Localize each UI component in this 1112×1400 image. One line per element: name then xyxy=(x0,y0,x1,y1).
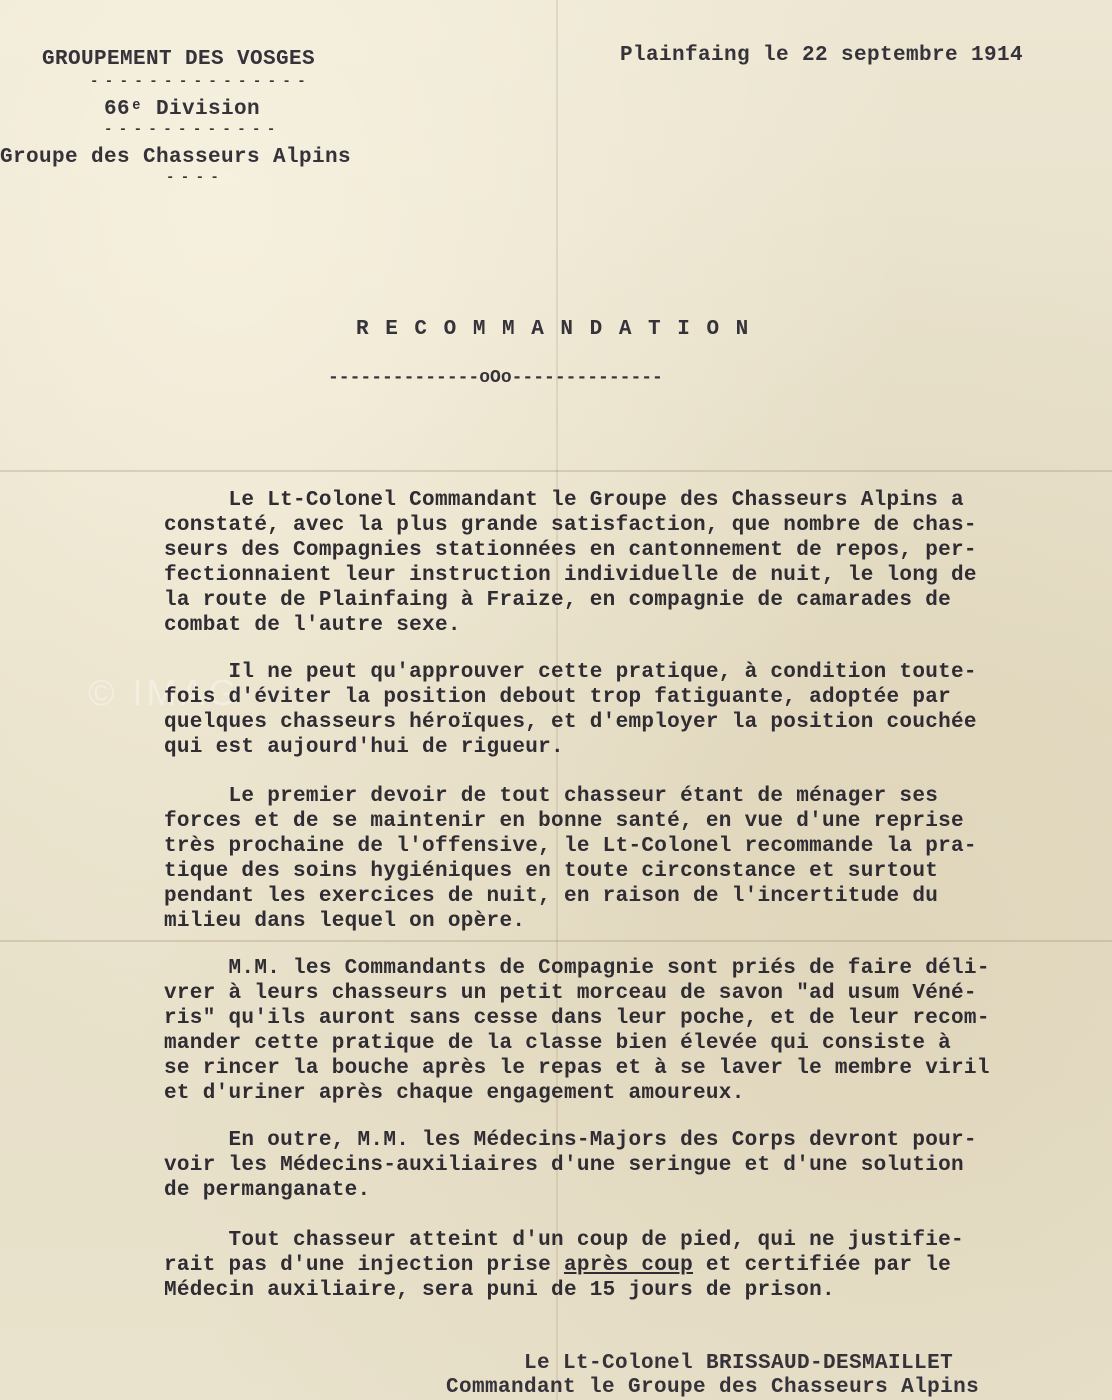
text-line: vrer à leurs chasseurs un petit morceau de savon "ad usum Véné- xyxy=(164,982,977,1005)
group-heading: Groupe des Chasseurs Alpins xyxy=(0,146,352,169)
text-line: et d'uriner après chaque engagement amoureux. xyxy=(164,1082,745,1105)
paragraph-5 xyxy=(164,1128,1104,1203)
text-line: de permanganate. xyxy=(164,1179,371,1202)
signature-name: Le Lt-Colonel BRISSAUD-DESMAILLET xyxy=(524,1352,954,1375)
text-line: ris" qu'ils auront sans cesse dans leur poche, et de leur recom- xyxy=(164,1007,990,1030)
text-line: Tout chasseur atteint d'un coup de pied, qui ne justifie- xyxy=(164,1229,964,1252)
watermark: © IMAG xyxy=(88,672,241,713)
text-line: quelques chasseurs héroïques, et d'employer la position couchée xyxy=(164,711,977,734)
text-line: Le premier devoir de tout chasseur étant de ménager ses xyxy=(164,785,939,808)
separator: - - - - - - - - - - - - xyxy=(104,122,275,138)
paragraph-6 xyxy=(164,1228,1104,1303)
underlined-text: après coup xyxy=(563,1254,693,1277)
text-line: voir les Médecins-auxiliaires d'une seringue et d'une solution xyxy=(164,1154,964,1177)
title-divider: --------------oOo-------------- xyxy=(328,368,663,388)
unit-heading: GROUPEMENT DES VOSGES xyxy=(42,48,316,71)
division-heading: 66ᵉ Division xyxy=(104,98,261,121)
text-line: Le Lt-Colonel Commandant le Groupe des Chasseurs Alpins a xyxy=(164,489,964,512)
text-line: Médecin auxiliaire, sera puni de 15 jours de prison. xyxy=(164,1279,835,1302)
paragraph-1 xyxy=(164,488,1104,638)
text-line: fois d'éviter la position debout trop fatiguante, adoptée par xyxy=(164,686,952,709)
paragraph-3 xyxy=(164,784,1104,934)
document-title: R E C O M M A N D A T I O N xyxy=(356,318,751,341)
text-fragment: et certifiée par le xyxy=(693,1254,952,1277)
text-line: tique des soins hygiéniques en toute circonstance et surtout xyxy=(164,860,939,883)
text-line: combat de l'autre sexe. xyxy=(164,614,461,637)
place-date: Plainfaing le 22 septembre 1914 xyxy=(620,44,1024,67)
text-line: se rincer la bouche après le repas et à se laver le membre viril xyxy=(164,1057,990,1080)
text-line: En outre, M.M. les Médecins-Majors des Corps devront pour- xyxy=(164,1129,977,1152)
text-line: seurs des Compagnies stationnées en cantonnement de repos, per- xyxy=(164,539,977,562)
paragraph-4 xyxy=(164,956,1104,1106)
text-line: constaté, avec la plus grande satisfaction, que nombre de chas- xyxy=(164,514,977,537)
text-line: qui est aujourd'hui de rigueur. xyxy=(164,736,564,759)
text-line: très prochaine de l'offensive, le Lt-Colonel recommande la pra- xyxy=(164,835,977,858)
text-line: forces et de se maintenir en bonne santé, en vue d'une reprise xyxy=(164,810,964,833)
text-line: milieu dans lequel on opère. xyxy=(164,910,526,933)
text-line: mander cette pratique de la classe bien élevée qui consiste à xyxy=(164,1032,952,1055)
separator: - - - - - - - - - - - - - - - xyxy=(90,74,305,90)
text-line xyxy=(164,1253,1104,1278)
paragraph-2 xyxy=(164,660,1104,760)
signature-role: Commandant le Groupe des Chasseurs Alpins xyxy=(446,1376,980,1399)
text-line: Il ne peut qu'approuver cette pratique, à condition toute- xyxy=(164,661,977,684)
text-line: M.M. les Commandants de Compagnie sont priés de faire déli- xyxy=(164,957,990,980)
separator: - - - - xyxy=(166,170,218,186)
text-fragment: rait pas d'une injection prise xyxy=(164,1254,564,1277)
text-line: pendant les exercices de nuit, en raison de l'incertitude du xyxy=(164,885,939,908)
text-line: fectionnaient leur instruction individuelle de nuit, le long de xyxy=(164,564,977,587)
text-line: la route de Plainfaing à Fraize, en compagnie de camarades de xyxy=(164,589,952,612)
